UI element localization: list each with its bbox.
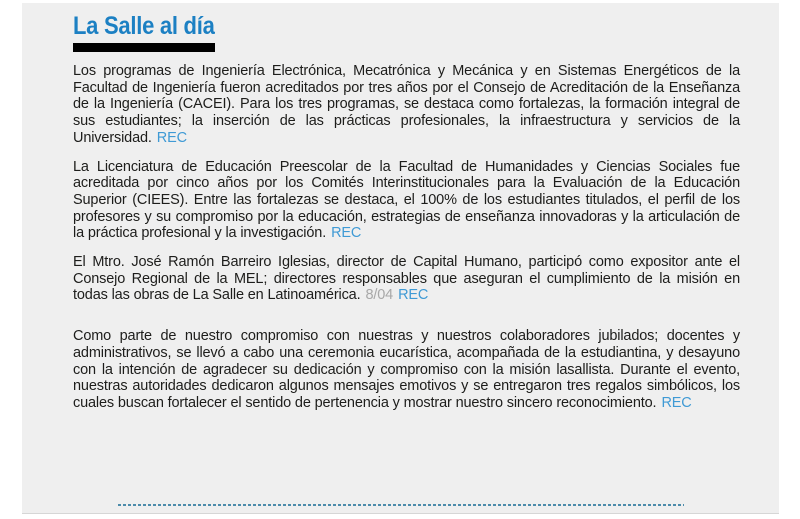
rec-link[interactable]: REC	[331, 225, 362, 242]
section-title: La Salle al día	[73, 12, 215, 40]
rec-link[interactable]: REC	[156, 129, 187, 146]
news-text: El Mtro. José Ramón Barreiro Iglesias, director de Capital Humano, participó como expositor ante el Consejo Regional de la MEL; directores responsables que aseguran el cumplimiento de la misión en todas las obras de La Salle en Latinoamérica.	[73, 254, 740, 304]
news-item	[73, 254, 740, 304]
news-item	[73, 63, 740, 147]
rec-link[interactable]: REC	[398, 287, 429, 304]
title-underline-bar	[73, 43, 215, 52]
news-panel	[22, 3, 779, 514]
news-text: Los programas de Ingeniería Electrónica, Mecatrónica y Mecánica y en Sistemas Energéticos de la Facultad de Ingeniería fueron acreditados por tres años por el Consejo de Acreditación de la Enseñanza de la Ingeniería (CACEI). Para los tres programas, se destaca como fortalezas, la formación integral de sus estudiantes; la inserción de las prácticas profesionales, la infraestructura y servicios de la Universidad.	[73, 63, 740, 146]
dashed-divider	[118, 504, 684, 506]
rec-link[interactable]: REC	[661, 394, 692, 411]
news-list	[73, 63, 740, 412]
section-header	[73, 12, 740, 52]
news-date: 8/04	[365, 287, 394, 304]
news-text: La Licenciatura de Educación Preescolar de la Facultad de Humanidades y Ciencias Sociales fue acreditada por cinco años por los Comités Interinstitucionales para la Evaluación de la Educación Superior (CIEES). Entre las fortalezas se destaca, el 100% de los estudiantes titulados, el perfil de los profesores y su compromiso por la educación, estrategias de enseñanza innovadoras y la articulación de la práctica profesional y la investigación.	[73, 158, 740, 242]
news-item	[73, 159, 740, 243]
news-item	[73, 328, 740, 412]
news-text: Como parte de nuestro compromiso con nuestras y nuestros colaboradores jubilados; docentes y administrativos, se llevó a cabo una ceremonia eucarística, acompañada de la estudiantina, y desayuno con la intención de agradecer su dedicación y compromiso con la misión lasallista. Durante el evento, nuestras autoridades dedicaron algunos mensajes emotivos y se entregaron tres regalos simbólicos, los cuales buscan fortalecer el sentido de pertenencia y mostrar nuestro sincero reconocimiento.	[73, 328, 740, 411]
